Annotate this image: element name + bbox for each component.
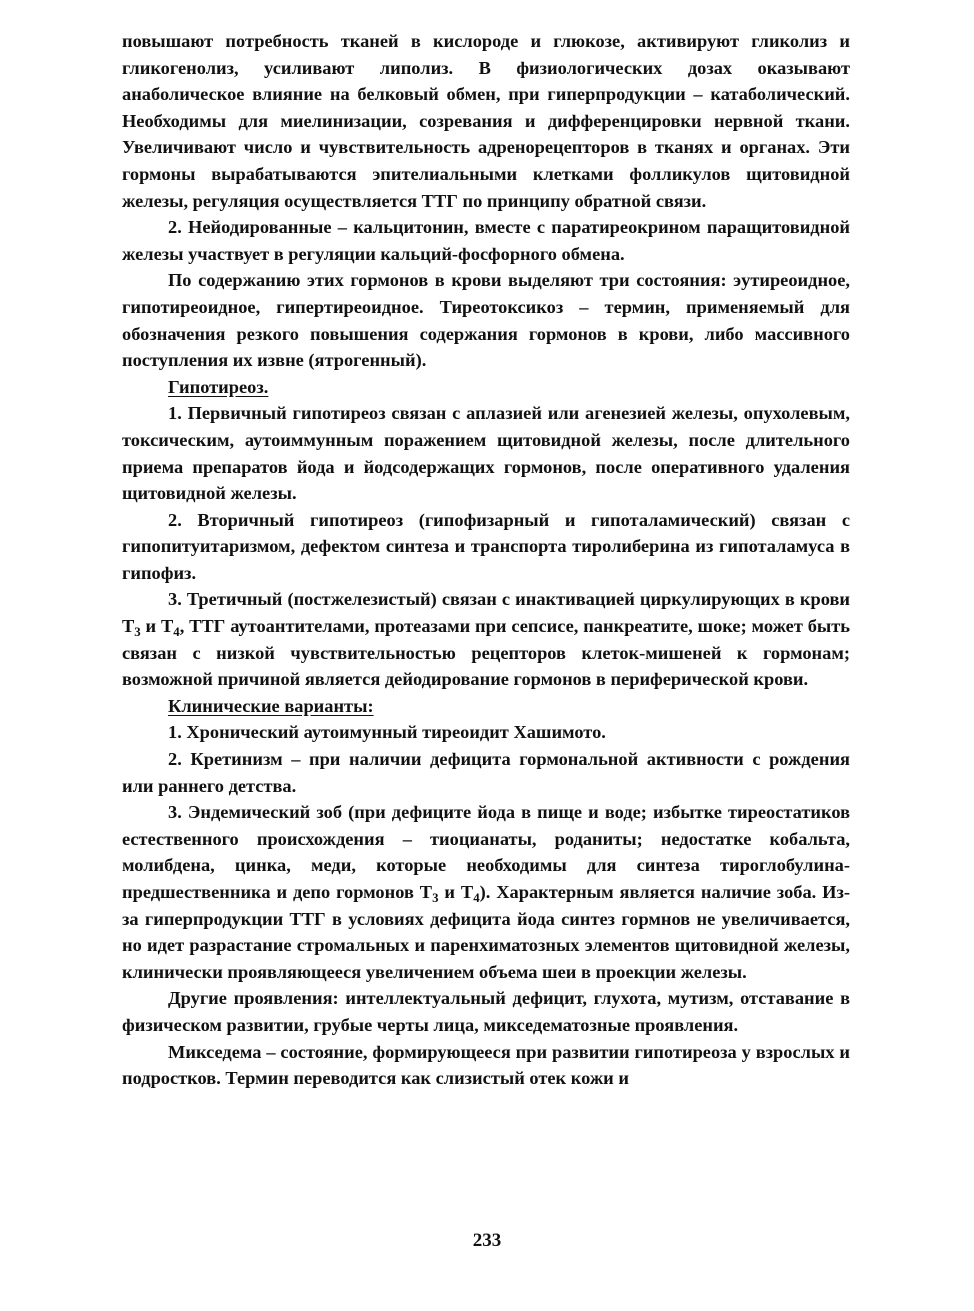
paragraph-myxedema: Микседема – состояние, формирующееся при развитии гипотиреоза у взрослых и подростков. Термин переводится как слизистый отек кожи и bbox=[122, 1041, 850, 1089]
paragraph-cretinism: 2. Кретинизм – при наличии дефицита гормональной активности с рождения или раннего детства. bbox=[122, 749, 850, 796]
goiter-text-c: ). Характерным является наличие зоба. Из-за гиперпродукции ТТГ в условиях дефицита йода синтез гормнов не увеличивается, но идет разрастание стромальных и паренхиматозных элементов щитовидной железы, клинически проявляющееся увеличением объема шеи в проекции железы. bbox=[122, 882, 850, 982]
paragraph-primary-hypothyroidism: 1. Первичный гипотиреоз связан с аплазией или агенезией железы, опухолевым, токсическим, аутоиммунным поражением щитовидной железы, после длительного приема препаратов йода и йодсодержащих гормонов, после оперативного удаления щитовидной железы. bbox=[122, 403, 850, 504]
paragraph-secondary-hypothyroidism: 2. Вторичный гипотиреоз (гипофизарный и гипоталамический) связан с гипопитуитаризмом, дефектом синтеза и транспорта тиролиберина из гипоталамуса в гипофиз. bbox=[122, 509, 850, 583]
heading-hypothyroidism-text: Гипотиреоз. bbox=[168, 376, 269, 397]
paragraph-thyroid-states: По содержанию этих гормонов в крови выделяют три состояния: эутиреоидное, гипотиреоидное, гипертиреоидное. Тиреотоксикоз – термин, применяемый для обозначения резкого повышения содержания гормонов в крови, либо массивного поступления их извне (ятрогенный). bbox=[122, 270, 850, 371]
subscript-t4: 4 bbox=[173, 624, 180, 639]
paragraph-tertiary-hypothyroidism bbox=[122, 586, 850, 692]
subscript-t3: 3 bbox=[432, 890, 439, 905]
paragraph-endemic-goiter bbox=[122, 799, 850, 985]
heading-clinical-variants bbox=[122, 693, 850, 720]
tertiary-text-b: и Т bbox=[140, 616, 174, 637]
page-body bbox=[122, 28, 850, 1092]
page-number: 233 bbox=[472, 1230, 502, 1251]
heading-hypothyroidism bbox=[122, 374, 850, 401]
paragraph-other-manifestations: Другие проявления: интеллектуальный дефицит, глухота, мутизм, отставание в физическом развитии, грубые черты лица, микседематозные проявления. bbox=[122, 988, 850, 1035]
heading-clinical-variants-text: Клинические варианты: bbox=[168, 695, 374, 716]
paragraph-hashimoto: 1. Хронический аутоимунный тиреоидит Хашимото. bbox=[168, 722, 606, 743]
tertiary-text-c: , ТТГ аутоантителами, протеазами при сепсисе, панкреатите, шоке; может быть связан с низкой чувствительностью рецепторов клеток-мишеней к гормонам; возможной причиной является дейодирование гормонов в периферической крови. bbox=[122, 616, 851, 690]
goiter-text-b: и Т bbox=[438, 882, 474, 902]
subscript-t4: 4 bbox=[473, 890, 480, 905]
subscript-t3: 3 bbox=[134, 624, 141, 639]
paragraph-hormone-effects: повышают потребность тканей в кислороде и глюкозе, активируют гликолиз и гликогенолиз, усиливают липолиз. В физиологических дозах оказывают анаболическое влияние на белковый обмен, при гиперпродукции – катаболический. Необходимы для миелинизации, созревания и дифференцировки нервной ткани. Увеличивают число и чувствительность адренорецепторов в тканях и органах. Эти гормоны вырабатываются эпителиальными клетками фолликулов щитовидной железы, регуляция осуществляется ТТГ по принципу обратной связи. bbox=[122, 31, 850, 211]
paragraph-non-iodinated: 2. Нейодированные – кальцитонин, вместе с паратиреокрином паращитовидной железы участвует в регуляции кальций-фосфорного обмена. bbox=[122, 217, 850, 264]
goiter-text-a: 3. Эндемический зоб (при дефиците йода в пище и воде; избытке тиреостатиков естественного происхождения – тиоцианаты, роданиты; недостатке кобальта, молибдена, цинка, меди, которые необходимы для синтеза тироглобулина-предшественника и депо гормонов Т bbox=[122, 802, 850, 902]
tertiary-text-a: 3. Третичный (постжелезистый) связан с инактивацией циркулирующих в крови Т bbox=[122, 589, 850, 637]
